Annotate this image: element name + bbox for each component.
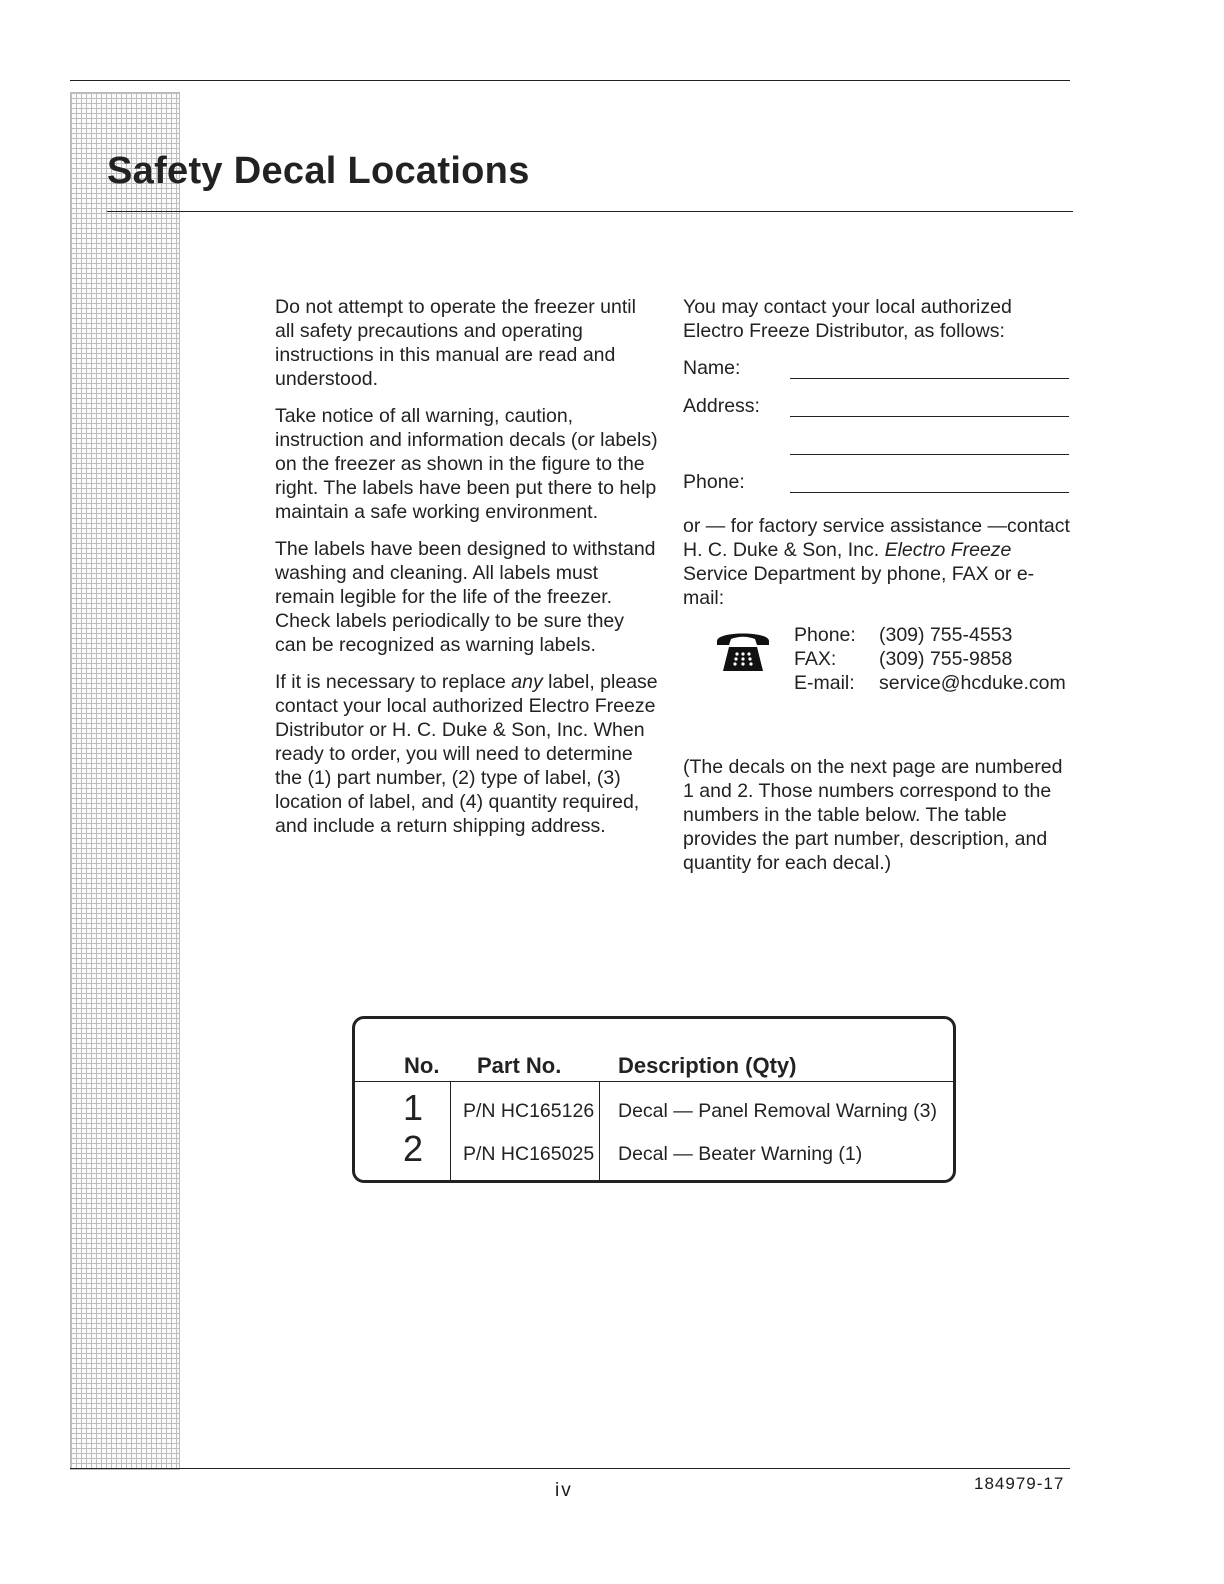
- address-row-2: [683, 432, 1073, 470]
- replace-text-end: label, please contact your local authorized Electro Freeze Distributor or H. C. Duke & Son, Inc. When ready to order, you will need to determine the (1) part number, (2) type of label, (3) location of label, and (4) quantity required, and include a return shipping address.: [275, 671, 658, 837]
- row-number: 2: [403, 1128, 424, 1169]
- contact-value: (309) 755-9858: [879, 648, 1013, 670]
- paragraph-notice: Take notice of all warning, caution, instruction and information decals (or labels) on the freezer as shown in the figure to the right. The labels have been put there to help maintain a safe working environment.: [275, 405, 658, 523]
- header-no: No.: [404, 1053, 440, 1078]
- table-column-divider: [450, 1082, 451, 1182]
- row-description: Decal — Panel Removal Warning (3): [618, 1100, 937, 1122]
- grid-margin-strip: [70, 92, 180, 1470]
- table-header-rule: [354, 1081, 955, 1082]
- paragraph-operate: Do not attempt to operate the freezer until all safety precautions and operating instructions in this manual are read and understood.: [275, 296, 636, 390]
- phone-label: Phone:: [683, 471, 745, 493]
- distributor-intro: You may contact your local authorized Electro Freeze Distributor, as follows:: [683, 296, 1012, 342]
- address-label: Address:: [683, 395, 760, 417]
- replace-text-start: If it is necessary to replace: [275, 671, 512, 693]
- contact-table: [794, 623, 1066, 695]
- contact-row: [794, 671, 1066, 695]
- document-number: 184979-17: [974, 1474, 1065, 1493]
- row-description: Decal — Beater Warning (1): [618, 1143, 863, 1165]
- contact-value: service@hcduke.com: [879, 672, 1066, 694]
- paragraph-replace: [275, 670, 660, 838]
- contact-row: [794, 623, 1066, 647]
- contact-key: FAX:: [794, 648, 837, 670]
- contact-key: Phone:: [794, 624, 856, 646]
- telephone-icon: [713, 627, 773, 677]
- address-fill-line-2: [790, 454, 1069, 455]
- contact-block: [683, 623, 1073, 733]
- table-column-divider: [599, 1082, 600, 1182]
- contact-key: E-mail:: [794, 672, 855, 694]
- name-label: Name:: [683, 357, 741, 379]
- replace-emphasis: any: [511, 671, 543, 693]
- distributor-form: [683, 356, 1073, 508]
- name-fill-line: [790, 378, 1069, 379]
- right-column: [683, 295, 1073, 888]
- decal-note: (The decals on the next page are numbered 1 and 2. Those numbers correspond to the numbers in the table below. The table provides the part number, description, and quantity for each decal.): [683, 756, 1063, 874]
- page-number: iv: [555, 1480, 573, 1501]
- factory-text-end: Service Department by phone, FAX or e-mail:: [683, 563, 1035, 609]
- factory-text-start: or — for factory service assistance —contact H. C. Duke & Son, Inc.: [683, 515, 1070, 561]
- row-part-number: P/N HC165126: [463, 1100, 595, 1122]
- address-row: [683, 394, 1073, 432]
- address-fill-line: [790, 416, 1069, 417]
- left-column: [275, 295, 660, 851]
- phone-fill-line: [790, 492, 1069, 493]
- row-number: 1: [403, 1087, 424, 1128]
- title-rule: [107, 211, 1073, 212]
- footer-rule: [70, 1468, 1070, 1469]
- header-description: Description (Qty): [618, 1053, 797, 1078]
- factory-emphasis: Electro Freeze: [884, 539, 1012, 561]
- paragraph-labels: The labels have been designed to withstand washing and cleaning. All labels must remain legible for the life of the freezer. Check labels periodically to be sure they can be recognized as warning labels.: [275, 538, 656, 656]
- row-part-number: P/N HC165025: [463, 1143, 595, 1165]
- name-row: [683, 356, 1073, 394]
- contact-row: [794, 647, 1066, 671]
- top-rule: [70, 80, 1070, 81]
- page-title: Safety Decal Locations: [107, 150, 530, 192]
- factory-service-text: [683, 514, 1073, 610]
- header-part-no: Part No.: [477, 1053, 562, 1078]
- contact-value: (309) 755-4553: [879, 624, 1013, 646]
- phone-row: [683, 470, 1073, 508]
